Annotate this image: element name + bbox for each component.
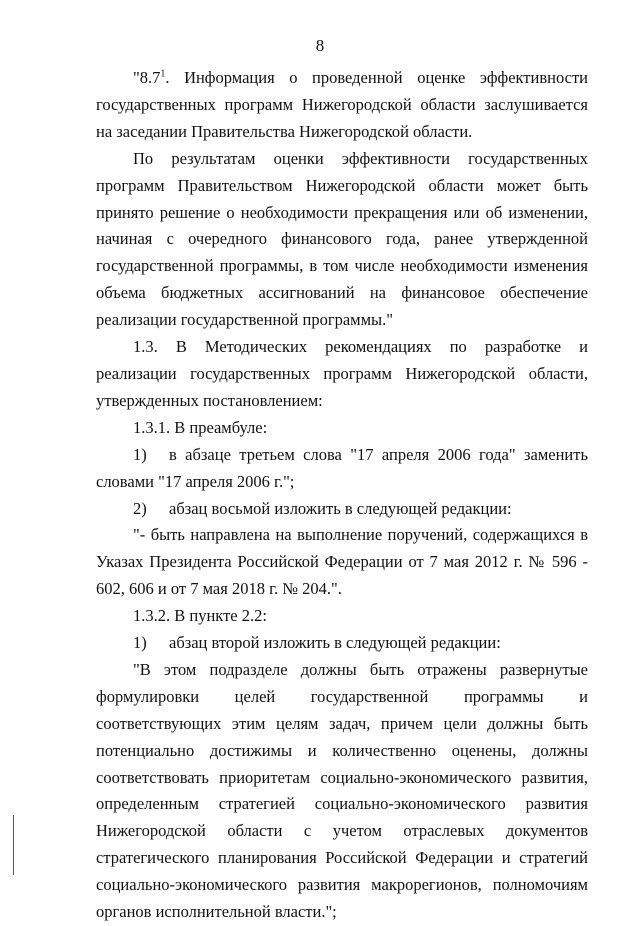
list-number: 1): [133, 444, 147, 464]
paragraph-1-3-2: 1.3.2. В пункте 2.2:: [133, 606, 267, 626]
list-number: 2): [133, 498, 147, 518]
list-item-1: [96, 442, 588, 496]
paragraph-subsection-text: "В этом подразделе должны быть отражены развернутые формулировки целей государственной программы и соответствующих этим целям задач, причем цели должны быть потенциально достижимы и количественно оценены, должны соответствовать приоритетам социально-экономического развития, определенным стратегией социально-экономического развития Нижегородской области с учетом отраслевых документов стратегического планирования Российской Федерации и стратегий социально-экономического развития макрорегионов, полномочиям органов исполнительной власти.";: [96, 659, 588, 922]
paragraph-evaluation-results: По результатам оценки эффективности государственных программ Правительством Нижегородской области может быть принято решение о необходимости прекращения или об изменении, начиная с очередного финансового года, ранее утвержденной государственной программы, в том числе необходимости изменения объема бюджетных ассигнований на финансовое обеспечение реализации государственной программы.": [96, 148, 588, 330]
paragraph-1-3-1: 1.3.1. В преамбуле:: [133, 417, 268, 437]
list-item-1b: [96, 630, 588, 657]
list-item-2: [96, 496, 588, 523]
list-text: абзац восьмой изложить в следующей редакции:: [169, 498, 512, 518]
list-text: абзац второй изложить в следующей редакции:: [169, 633, 501, 653]
list-number: 1): [133, 633, 147, 653]
clause-superscript: 1: [160, 68, 166, 80]
clause-text: . Информация о проведенной оценке эффективности государственных программ Нижегородской области заслушивается на заседании Правительства Нижегородской области.: [96, 68, 588, 141]
paragraph-8-7-1: [96, 65, 588, 146]
scan-margin-line: [13, 815, 14, 875]
clause-number: "8.7: [133, 68, 161, 87]
list-text: в абзаце третьем слова "17 апреля 2006 года" заменить словами "17 апреля 2006 г.";: [96, 444, 588, 491]
document-body: [96, 65, 588, 926]
paragraph-quoted-amendment: "- быть направлена на выполнение поручений, содержащихся в Указах Президента Российской Федерации от 7 мая 2012 г. № 596 - 602, 606 и от 7 мая 2018 г. № 204.".: [96, 525, 588, 599]
page-number: 8: [315, 36, 325, 55]
paragraph-1-3: 1.3. В Методических рекомендациях по разработке и реализации государственных программ Нижегородской области, утвержденных постановлением:: [96, 337, 588, 410]
